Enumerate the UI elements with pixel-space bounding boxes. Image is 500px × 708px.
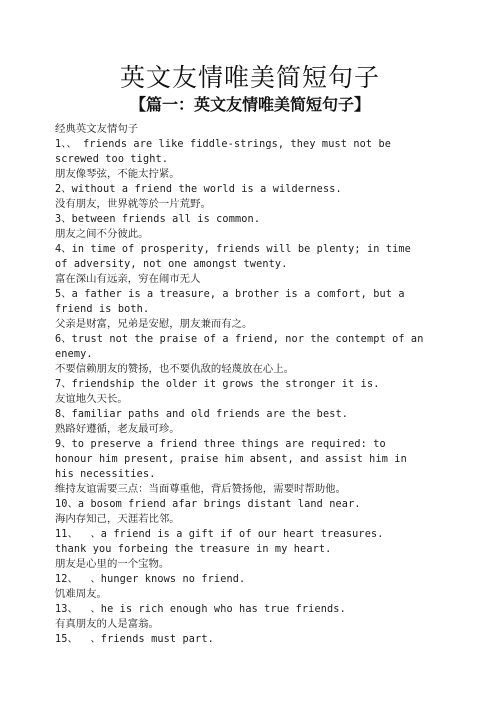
- text-line: enemy.: [55, 349, 93, 360]
- text-line: honour him present, praise him absent, and assist him in: [55, 454, 407, 465]
- text-line: 5、a father is a treasure, a brother is a comfort, but a: [55, 289, 405, 300]
- text-line: 不要信赖朋友的赞扬，也不要仇敌的轻蔑放在心上。: [55, 363, 294, 375]
- text-line: 熟路好遵循，老友最可珍。: [55, 423, 180, 435]
- text-line: 饥难周友。: [55, 588, 107, 600]
- text-line: 海内存知己，天涯若比邻。: [55, 513, 180, 525]
- text-line: 有真朋友的人是富翁。: [55, 618, 159, 630]
- text-line: 没有朋友，世界就等於一片荒野。: [55, 198, 211, 210]
- text-line: 10、a bosom friend afar brings distant land near.: [55, 499, 361, 510]
- text-line: his necessities.: [55, 469, 156, 480]
- text-line: 朋友像琴弦，不能太拧紧。: [55, 168, 180, 180]
- text-line: 12、 、hunger knows no friend.: [55, 574, 246, 585]
- text-line: 8、familiar paths and old friends are the best.: [55, 409, 349, 420]
- text-line: thank you forbeing the treasure in my heart.: [55, 544, 332, 555]
- text-line: screwed too tight.: [55, 154, 169, 165]
- text-line: 富在深山有远亲，穷在闹市无人: [55, 273, 201, 285]
- text-line: 6、trust not the praise of a friend, nor the contempt of an: [55, 334, 424, 345]
- page-title: 英文友情唯美简短句子: [119, 63, 380, 92]
- document-body: [55, 122, 465, 647]
- text-line: 经典英文友情句子: [55, 123, 139, 135]
- text-line: 4、in time of prosperity, friends will be plenty; in time: [55, 244, 411, 255]
- text-line: 2、without a friend the world is a wilderness.: [55, 184, 342, 195]
- section-heading: 【篇一：英文友情唯美简短句子】: [129, 95, 370, 114]
- text-line: 朋友是心里的一个宝物。: [55, 558, 170, 570]
- text-line: friend is both.: [55, 304, 150, 315]
- text-line: 15、 、friends must part.: [55, 634, 214, 645]
- text-line: 7、friendship the older it grows the stronger it is.: [55, 379, 380, 390]
- text-line: 13、 、he is rich enough who has true friends.: [55, 604, 346, 615]
- text-line: 11、 、a friend is a gift if of our heart treasures.: [55, 529, 384, 540]
- text-line: of adversity, not one amongst twenty.: [55, 259, 288, 270]
- text-line: 9、to preserve a friend three things are required: to: [55, 439, 386, 450]
- text-line: 维持友谊需要三点：当面尊重他，背后赞扬他，需要时帮助他。: [55, 483, 346, 495]
- text-line: 朋友之间不分彼此。: [55, 228, 149, 240]
- text-line: 3、between friends all is common.: [55, 214, 261, 225]
- text-line: 1、、 friends are like fiddle-strings, they must not be: [55, 139, 392, 150]
- text-line: 父亲是财富，兄弟是安慰，朋友兼而有之。: [55, 318, 253, 330]
- text-line: 友谊地久天长。: [55, 393, 128, 405]
